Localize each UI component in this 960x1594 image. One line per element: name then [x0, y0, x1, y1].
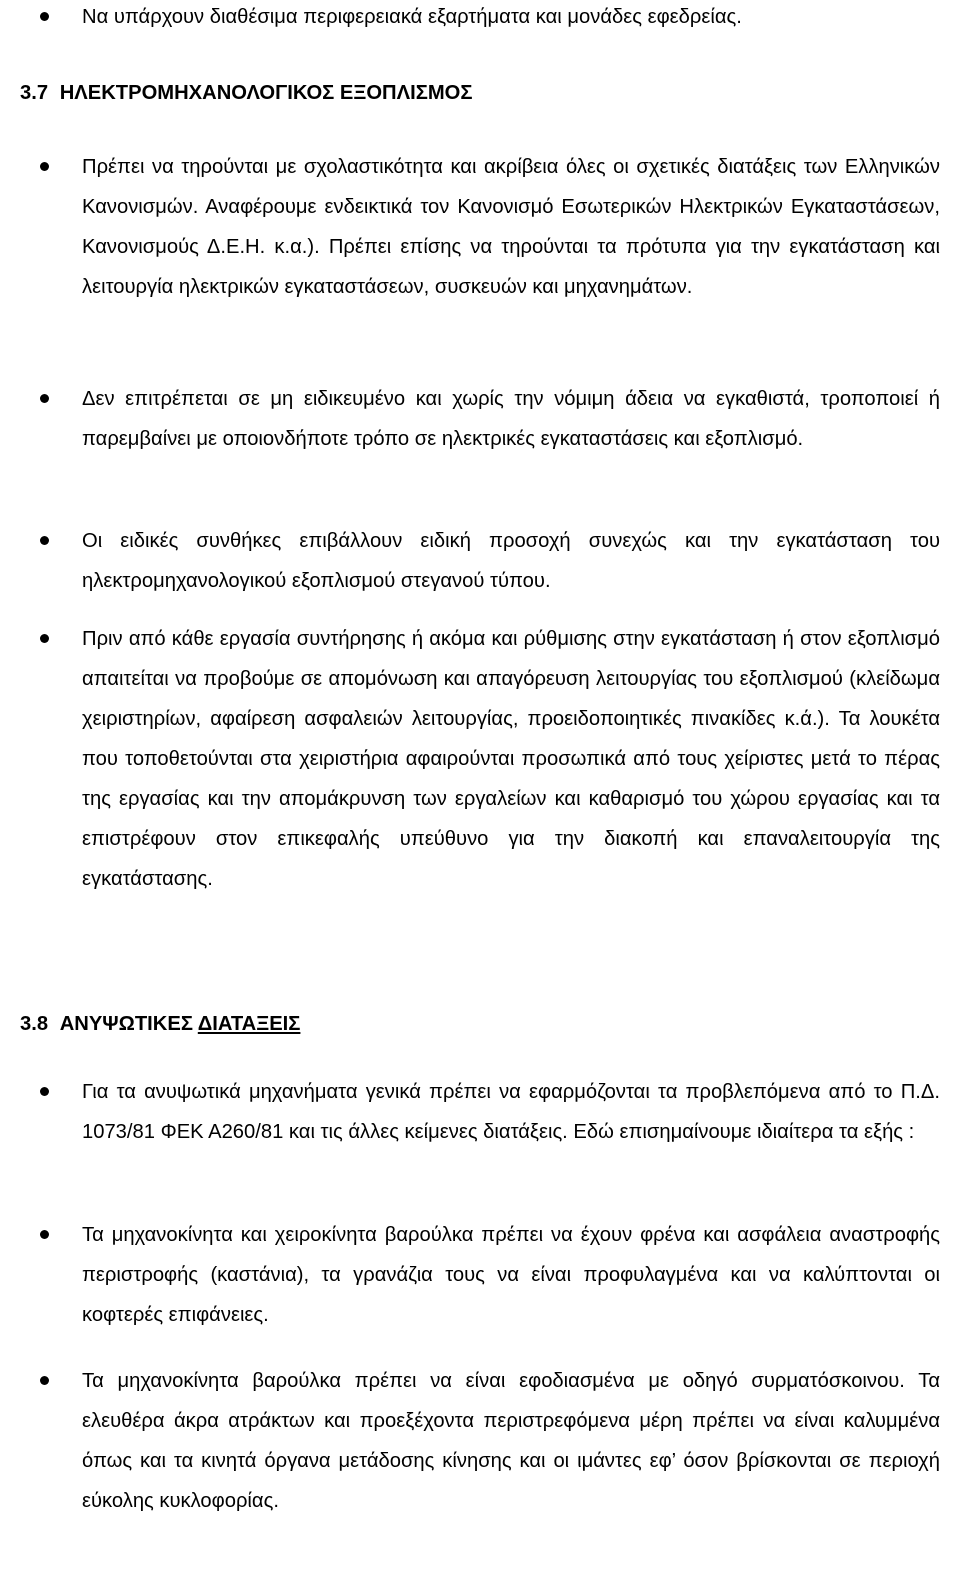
section-number: 3.7 [20, 82, 49, 104]
list-item [0, 1215, 960, 1335]
list-item-text: Τα μηχανοκίνητα και χειροκίνητα βαρούλκα πρέπει να έχουν φρένα και ασφάλεια αναστροφής περιστροφής (καστάνια), τα γρανάζια τους να είναι προφυλαγμένα και να καλύπτονται οι κοφτερές επιφάνειες. [82, 1224, 940, 1326]
bullet-icon [40, 1087, 49, 1096]
list-item [0, 619, 960, 899]
section-heading-3-7 [20, 78, 472, 108]
bullet-icon [40, 536, 49, 545]
list-item-text: Πριν από κάθε εργασία συντήρησης ή ακόμα και ρύθμισης στην εγκατάσταση ή στον εξοπλισμό απαιτείται να προβούμε σε απομόνωση και απαγόρευση λειτουργίας του εξοπλισμού (κλείδωμα χειριστηρίων, αφαίρεση ασφαλειών λειτουργίας, προειδοποιητικές πινακίδες κ.ά.). Τα λουκέτα που τοποθετούνται στα χειριστήρια αφαιρούνται προσωπικά από τους χείριστες μετά το πέρας της εργασίας και την απομάκρυνση των εργαλείων και καθαρισμό του χώρου εργασίας και τα επιστρέφουν στον επικεφαλής υπεύθυνο για την διακοπή και επαναλειτουργία της εγκατάστασης. [82, 628, 940, 890]
list-item-text: Τα μηχανοκίνητα βαρούλκα πρέπει να είναι εφοδιασμένα με οδηγό συρματόσκοινου. Τα ελευθέρα άκρα ατράκτων και προεξέχοντα περιστρεφόμενα μέρη πρέπει να είναι καλυμμένα όπως και τα κινητά όργανα μετάδοσης κίνησης και οι ιμάντες εφ’ όσον βρίσκονται σε περιοχή εύκολης κυκλοφορίας. [82, 1370, 940, 1512]
list-item [0, 1072, 960, 1152]
bullet-icon [40, 1376, 49, 1385]
list-item-text: Δεν επιτρέπεται σε μη ειδικευμένο και χωρίς την νόμιμη άδεια να εγκαθιστά, τροποποιεί ή παρεμβαίνει με οποιονδήποτε τρόπο σε ηλεκτρικές εγκαταστάσεις και εξοπλισμό. [82, 388, 940, 450]
section-title-underlined: ΔΙΑΤΑΞΕΙΣ [197, 1013, 301, 1035]
bullet-icon [40, 634, 49, 643]
list-item-text: Πρέπει να τηρούνται με σχολαστικότητα και ακρίβεια όλες οι σχετικές διατάξεις των Ελληνικών Κανονισμών. Αναφέρουμε ενδεικτικά τον Κανονισμό Εσωτερικών Ηλεκτρικών Εγκαταστάσεων, Κανονισμούς Δ.Ε.Η. κ.α.). Πρέπει επίσης να τηρούνται τα πρότυπα για την εγκατάσταση και λειτουργία ηλεκτρικών εγκαταστάσεων, συσκευών και μηχανημάτων. [82, 156, 940, 298]
bullet-icon [40, 12, 49, 21]
list-item [0, 147, 960, 307]
list-item [0, 1361, 960, 1521]
section-heading-3-8 [20, 1009, 300, 1039]
list-item [0, 521, 960, 601]
list-item-text: Για τα ανυψωτικά μηχανήματα γενικά πρέπει να εφαρμόζονται τα προβλεπόμενα από το Π.Δ. 1073/81 ΦΕΚ Α260/81 και τις άλλες κείμενες διατάξεις. Εδώ επισημαίνουμε ιδιαίτερα τα εξής : [82, 1081, 940, 1143]
section-number: 3.8 [20, 1013, 49, 1035]
bullet-icon [40, 394, 49, 403]
bullet-icon [40, 162, 49, 171]
section-title-plain: ΑΝΥΨΩΤΙΚΕΣ [59, 1013, 193, 1035]
section-title: ΗΛΕΚΤΡΟΜΗΧΑΝΟΛΟΓΙΚΟΣ ΕΞΟΠΛΙΣΜΟΣ [59, 82, 473, 104]
section-title [60, 1013, 301, 1035]
list-item-text: Οι ειδικές συνθήκες επιβάλλουν ειδική προσοχή συνεχώς και την εγκατάσταση του ηλεκτρομηχανολογικού εξοπλισμού στεγανού τύπου. [82, 530, 940, 592]
list-item-text: Να υπάρχουν διαθέσιμα περιφερειακά εξαρτήματα και μονάδες εφεδρείας. [82, 6, 742, 28]
list-item [0, 379, 960, 459]
bullet-icon [40, 1230, 49, 1239]
list-item [0, 0, 960, 37]
